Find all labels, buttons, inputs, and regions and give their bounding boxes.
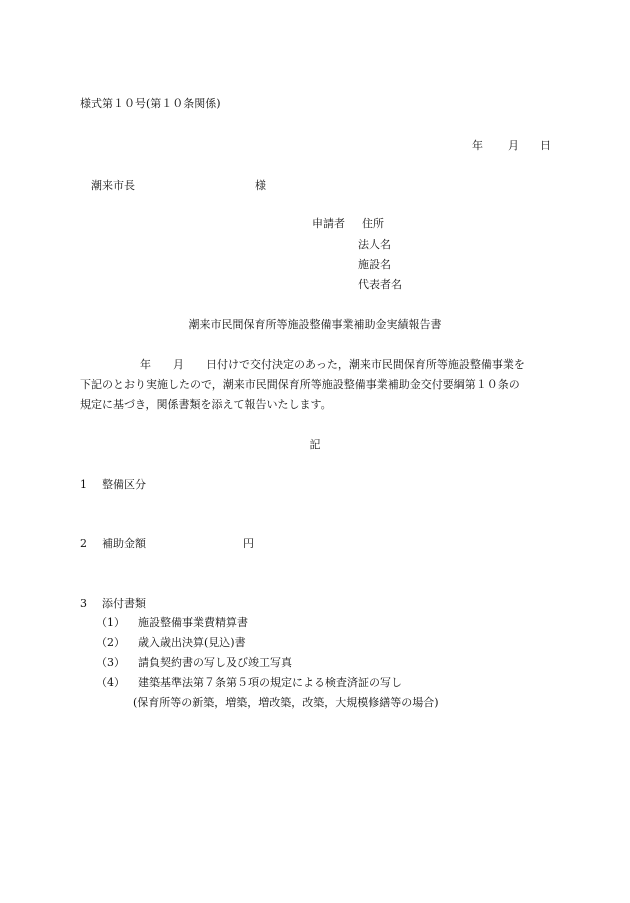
- section-2-number: 2: [80, 537, 87, 550]
- body-month-label: 月: [173, 358, 184, 371]
- body-paragraph-line-1: [80, 359, 550, 370]
- attachment-1-text: 施設整備事業費精算書: [138, 616, 248, 629]
- document-title: 潮来市民間保育所等施設整備事業補助金実績報告書: [188, 318, 442, 331]
- attachment-4-text: 建築基準法第７条第５項の規定による検査済証の写し: [138, 676, 402, 689]
- body-paragraph-line-2: 下記のとおり実施したので，潮来市民間保育所等施設整備事業補助金交付要綱第１０条の: [80, 378, 520, 391]
- applicant-label: 申請者: [312, 217, 345, 230]
- applicant-facility-label: 施設名: [358, 258, 391, 271]
- attachment-4-note: (保育所等の新築，増築，増改築，改築，大規模修繕等の場合): [133, 696, 439, 709]
- addressee-name: 潮来市長: [91, 179, 135, 192]
- section-3-number: 3: [80, 597, 87, 610]
- attachment-2-number: （2）: [96, 636, 125, 649]
- body-year-label: 年: [140, 358, 151, 371]
- applicant-representative-label: 代表者名: [358, 278, 402, 291]
- form-number: 様式第１０号(第１０条関係): [80, 97, 221, 110]
- date-year-label: 年: [472, 139, 483, 152]
- applicant-address-label: 住所: [362, 217, 384, 230]
- ki-heading: 記: [309, 438, 321, 451]
- addressee-honorific: 様: [255, 179, 266, 192]
- section-1-number: 1: [80, 478, 87, 491]
- section-3-label: 添付書類: [102, 597, 146, 610]
- section-2-unit: 円: [243, 537, 254, 550]
- body-line-1-text: 日付けで交付決定のあった，潮来市民間保育所等施設整備事業を: [206, 358, 525, 371]
- applicant-corporation-label: 法人名: [358, 238, 391, 251]
- attachment-4-number: （4）: [96, 676, 125, 689]
- attachment-1-number: （1）: [96, 616, 125, 629]
- section-1-label: 整備区分: [102, 478, 146, 491]
- attachment-3-text: 請負契約書の写し及び竣工写真: [138, 656, 292, 669]
- section-2-label: 補助金額: [102, 537, 146, 550]
- attachment-2-text: 歳入歳出決算(見込)書: [138, 636, 246, 649]
- attachment-3-number: （3）: [96, 656, 125, 669]
- date-day-label: 日: [540, 139, 551, 152]
- body-paragraph-line-3: 規定に基づき，関係書類を添えて報告いたします。: [80, 398, 332, 411]
- date-month-label: 月: [508, 139, 519, 152]
